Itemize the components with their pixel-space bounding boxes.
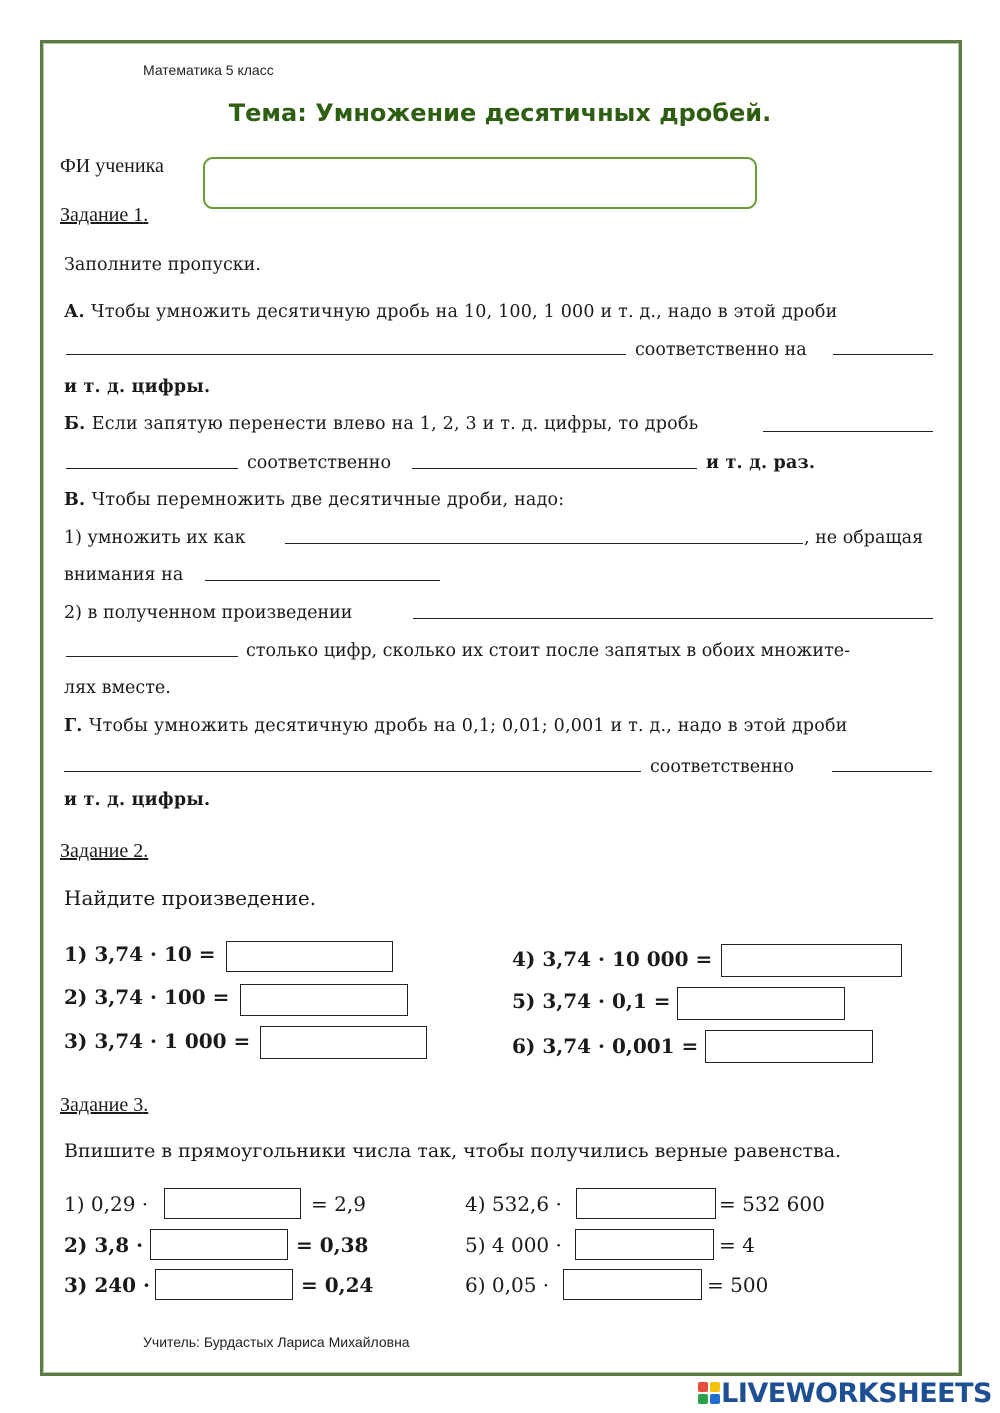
worksheet-border xyxy=(40,40,962,1376)
task1-v-step2-end: лях вместе. xyxy=(64,678,171,698)
task1-a-mid: соответственно на xyxy=(635,340,807,360)
task1-v-step1-line2: внимания на xyxy=(64,565,184,585)
task3-item-5-left: 5) 4 000 · xyxy=(465,1233,562,1257)
answer-line-a1[interactable] xyxy=(66,354,626,355)
task1-a-end: и т. д. цифры. xyxy=(64,377,211,397)
answer-line-a2[interactable] xyxy=(833,354,933,355)
task1-a-line1: А. Чтобы умножить десятичную дробь на 10, 100, 1 000 и т. д., надо в этой дроби xyxy=(64,302,838,322)
task3-item-5-right: = 4 xyxy=(719,1233,755,1257)
page-title: Тема: Умножение десятичных дробей. xyxy=(228,99,772,127)
task3-item-6-left: 6) 0,05 · xyxy=(465,1273,550,1297)
liveworksheets-logo-icon xyxy=(698,1382,720,1406)
task3-item-4-right: = 532 600 xyxy=(719,1192,825,1216)
task3-answer-5[interactable] xyxy=(575,1229,714,1260)
task1-v-step2: 2) в полученном произведении xyxy=(64,603,353,623)
answer-line-v2[interactable] xyxy=(205,580,440,581)
task3-item-2-left: 2) 3,8 · xyxy=(64,1233,144,1257)
task3-item-3-right: = 0,24 xyxy=(301,1273,374,1297)
task2-intro: Найдите произведение. xyxy=(64,886,317,910)
task1-intro: Заполните пропуски. xyxy=(64,255,261,275)
task1-b-mid: соответственно xyxy=(247,453,391,473)
task1-heading: Задание 1. xyxy=(60,204,149,226)
task2-answer-2[interactable] xyxy=(240,984,408,1016)
task3-intro: Впишите в прямоугольники числа так, чтобы получились верные равенства. xyxy=(64,1140,842,1162)
task3-answer-3[interactable] xyxy=(155,1269,293,1300)
task3-item-6-right: = 500 xyxy=(707,1273,769,1297)
task3-item-1-left: 1) 0,29 · xyxy=(64,1192,149,1216)
student-name-label: ФИ ученика xyxy=(60,155,164,177)
task1-b-end: и т. д. раз. xyxy=(706,453,816,473)
task2-item-2: 2) 3,74 · 100 = xyxy=(64,985,230,1009)
task2-item-6: 6) 3,74 · 0,001 = xyxy=(512,1034,699,1058)
answer-line-g2[interactable] xyxy=(832,771,932,772)
task2-answer-3[interactable] xyxy=(260,1026,427,1059)
answer-line-g1[interactable] xyxy=(64,771,641,772)
student-name-input[interactable] xyxy=(203,157,757,209)
task1-g-end: и т. д. цифры. xyxy=(64,790,211,810)
task3-item-3-left: 3) 240 · xyxy=(64,1273,151,1297)
task2-answer-5[interactable] xyxy=(677,987,845,1020)
task1-b-line1: Б. Если запятую перенести влево на 1, 2, 3 и т. д. цифры, то дробь xyxy=(64,414,699,434)
task2-item-1: 1) 3,74 · 10 = xyxy=(64,942,216,966)
task1-v-step1: 1) умножить их как xyxy=(64,528,246,548)
teacher-label: Учитель: Бурдастых Лариса Михайловна xyxy=(143,1334,410,1350)
answer-line-v4[interactable] xyxy=(66,656,238,657)
task3-heading: Задание 3. xyxy=(60,1094,149,1116)
answer-line-v1[interactable] xyxy=(285,543,803,544)
task2-item-5: 5) 3,74 · 0,1 = xyxy=(512,989,671,1013)
task2-item-4: 4) 3,74 · 10 000 = xyxy=(512,947,713,971)
task2-item-3: 3) 3,74 · 1 000 = xyxy=(64,1029,251,1053)
answer-line-b3[interactable] xyxy=(412,468,697,469)
task1-g-line1: Г. Чтобы умножить десятичную дробь на 0,1; 0,01; 0,001 и т. д., надо в этой дроби xyxy=(64,716,848,736)
task3-answer-6[interactable] xyxy=(563,1269,702,1300)
answer-line-b1[interactable] xyxy=(763,431,933,432)
task2-heading: Задание 2. xyxy=(60,840,149,862)
task3-answer-1[interactable] xyxy=(164,1188,301,1219)
task2-answer-6[interactable] xyxy=(705,1030,873,1063)
task2-answer-4[interactable] xyxy=(721,944,902,977)
task3-answer-4[interactable] xyxy=(576,1188,716,1219)
subject-label: Математика 5 класс xyxy=(143,62,274,78)
task1-g-mid: соответственно xyxy=(650,757,794,777)
task1-v-step2-mid: столько цифр, сколько их стоит после запятых в обоих множите- xyxy=(246,641,851,661)
task1-v-step1-end: , не обращая xyxy=(804,528,924,548)
answer-line-b2[interactable] xyxy=(66,468,238,469)
task2-answer-1[interactable] xyxy=(226,941,393,972)
task1-v-line1: В. Чтобы перемножить две десятичные дроби, надо: xyxy=(64,490,565,510)
answer-line-v3[interactable] xyxy=(413,618,933,619)
task3-item-2-right: = 0,38 xyxy=(296,1233,369,1257)
liveworksheets-logo[interactable]: LIVEWORKSHEETS xyxy=(721,1378,992,1409)
task3-item-4-left: 4) 532,6 · xyxy=(465,1192,562,1216)
task3-answer-2[interactable] xyxy=(150,1229,288,1260)
task3-item-1-right: = 2,9 xyxy=(311,1192,366,1216)
